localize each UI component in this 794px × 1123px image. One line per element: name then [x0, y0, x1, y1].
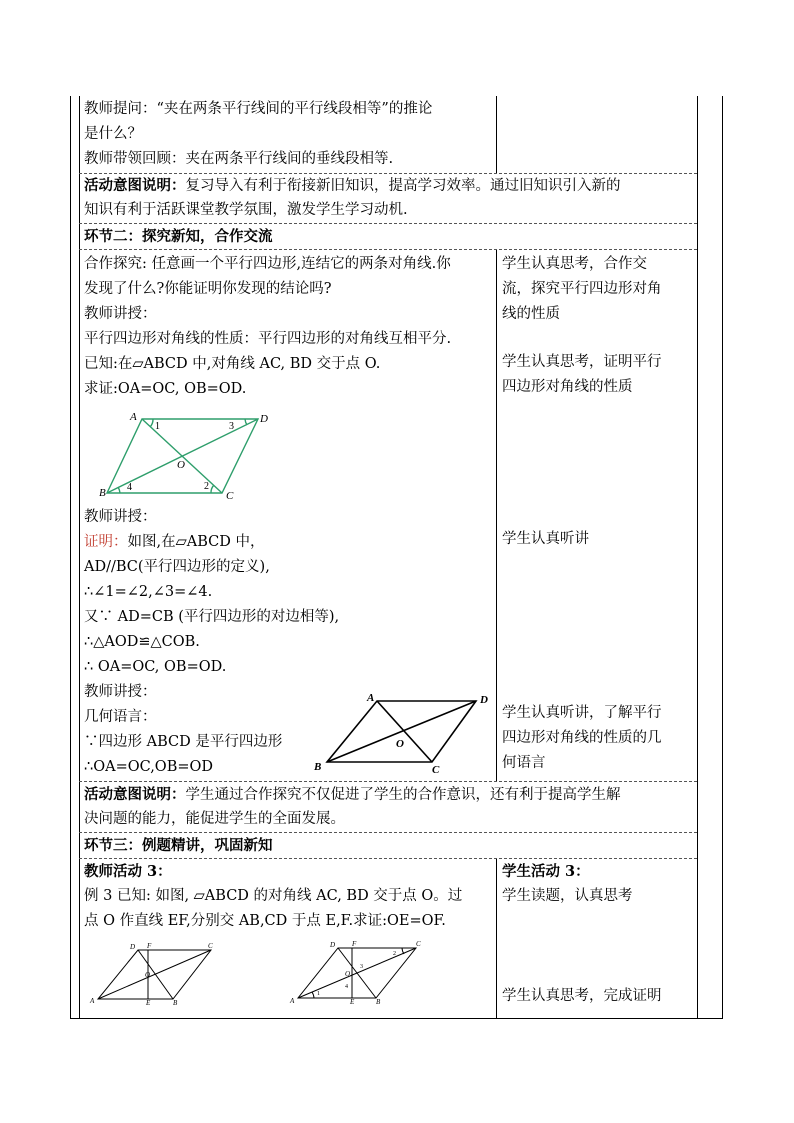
parallelogram-figure-2: [310, 690, 495, 778]
table-border-inner-left: [79, 96, 80, 1019]
teacher-lecture: 教师讲授：: [84, 306, 157, 322]
proof-line: ∴△AOD≌△COB.: [84, 634, 200, 650]
teacher-question-cont: 是什么？: [84, 126, 142, 142]
intent-note: [84, 173, 621, 199]
proof-label: 证明：: [84, 534, 128, 550]
vertex-label: B: [173, 999, 178, 1007]
teacher-review: 教师带领回顾：夹在两条平行线间的垂线段相等.: [84, 151, 394, 167]
angle-label: 1: [155, 421, 160, 432]
example-line: 点 O 作直线 EF,分别交 AB,CD 于点 E,F.求证:OE=OF.: [84, 913, 446, 929]
vertex-label: F: [352, 940, 357, 948]
given-statement: 已知:在▱ABCD 中,对角线 AC, BD 交于点 O.: [84, 356, 381, 372]
student-activity: 四边形对角线的性质的几: [502, 730, 662, 746]
example-figure-2: [290, 940, 428, 1006]
intent-text-cont: 决问题的能力，能促进学生的全面发展。: [84, 811, 345, 827]
student-activity: 四边形对角线的性质: [502, 379, 633, 395]
teacher-lecture: 教师讲授：: [84, 509, 157, 525]
student-activity: 学生认真思考，完成证明: [502, 988, 662, 1004]
student-activity: 线的性质: [502, 306, 560, 322]
property-statement: 平行四边形对角线的性质：平行四边形的对角线互相平分.: [84, 331, 452, 347]
student-activity: 学生认真听讲，了解平行: [502, 705, 662, 721]
student-activity: 流，探究平行四边形对角: [502, 281, 662, 297]
proof-line: 又∵ AD=CB (平行四边形的对边相等),: [84, 609, 340, 625]
intent-note: [84, 782, 621, 808]
angle-label: 2: [204, 481, 209, 492]
vertex-label: A: [130, 411, 137, 423]
vertex-label: C: [432, 764, 440, 776]
vertex-label: A: [90, 997, 95, 1005]
angle-label: 4: [127, 482, 132, 493]
row-divider: [79, 249, 697, 250]
column-divider: [496, 858, 497, 1019]
parallelogram-figure-1: [90, 408, 280, 503]
vertex-label: O: [396, 738, 404, 750]
proof-line: [84, 530, 265, 555]
intent-label: 活动意图说明：: [84, 786, 186, 803]
vertex-label: O: [345, 970, 351, 978]
angle-label: 3: [360, 964, 363, 970]
example-line: 例 3 已知: 如图, ▱ABCD 的对角线 AC, BD 交于点 O。过: [84, 888, 463, 904]
proof-line: ∴ OA=OC, OB=OD.: [84, 659, 227, 675]
vertex-label: C: [208, 942, 213, 950]
student-activity: 何语言: [502, 755, 546, 771]
table-border-left: [70, 96, 71, 1019]
teacher-question: 教师提问：“夹在两条平行线间的平行线段相等”的推论: [84, 101, 433, 117]
vertex-label: C: [416, 940, 421, 948]
geo-language-label: 几何语言：: [84, 709, 157, 725]
explore-line: 发现了什么?你能证明你发现的结论吗?: [84, 281, 332, 297]
column-divider: [496, 96, 497, 173]
explore-line: 合作探究: 任意画一个平行四边形,连结它的两条对角线.你: [84, 256, 451, 272]
vertex-label: O: [177, 459, 185, 471]
vertex-label: B: [99, 487, 106, 499]
vertex-label: D: [330, 941, 336, 949]
prove-statement: 求证:OA=OC, OB=OD.: [84, 381, 247, 397]
table-border-bottom: [70, 1018, 723, 1019]
geo-language-line: ∵四边形 ABCD 是平行四边形: [84, 734, 283, 750]
intent-text: 学生通过合作探究不仅促进了学生的合作意识，还有利于提高学生解: [185, 787, 621, 803]
proof-text: 如图,在▱ABCD 中，: [127, 534, 265, 550]
table-border-right: [722, 96, 723, 1019]
vertex-label: E: [146, 999, 151, 1007]
example-figure-1: [88, 940, 218, 1006]
student-activity: 学生读题，认真思考: [502, 888, 633, 904]
column-divider: [496, 249, 497, 781]
teacher-activity-heading: 教师活动 3：: [84, 863, 172, 880]
vertex-label: C: [226, 490, 234, 502]
row-divider: [79, 858, 697, 859]
angle-label: 2: [393, 951, 396, 957]
vertex-label: F: [147, 942, 152, 950]
intent-text-cont: 知识有利于活跃课堂教学氛围，激发学生学习动机.: [84, 202, 408, 218]
student-activity: 学生认真听讲: [502, 531, 589, 547]
table-border-inner-right: [697, 96, 698, 1019]
vertex-label: D: [480, 694, 488, 706]
intent-text: 复习导入有利于衔接新旧知识，提高学习效率。通过旧知识引入新的: [185, 178, 621, 194]
section-title: 环节三：例题精讲，巩固新知: [84, 837, 273, 854]
student-activity-heading: 学生活动 3：: [502, 863, 590, 880]
student-activity: 学生认真思考，证明平行: [502, 354, 662, 370]
teacher-lecture: 教师讲授：: [84, 684, 157, 700]
vertex-label: O: [145, 971, 151, 979]
angle-label: 4: [345, 984, 348, 990]
angle-label: 1: [317, 991, 320, 997]
proof-line: ∴∠1=∠2,∠3=∠4.: [84, 584, 213, 600]
geo-language-line: ∴OA=OC,OB=OD: [84, 759, 214, 775]
student-activity: 学生认真思考，合作交: [502, 256, 647, 272]
vertex-label: A: [367, 692, 375, 704]
proof-line: AD//BC(平行四边形的定义),: [84, 559, 270, 575]
angle-label: 3: [229, 421, 234, 432]
vertex-label: D: [130, 943, 136, 951]
intent-label: 活动意图说明：: [84, 177, 186, 194]
vertex-label: E: [350, 998, 355, 1006]
vertex-label: B: [314, 761, 322, 773]
section-title: 环节二：探究新知，合作交流: [84, 228, 273, 245]
vertex-label: D: [260, 413, 268, 425]
vertex-label: B: [376, 998, 381, 1006]
vertex-label: A: [290, 997, 295, 1005]
